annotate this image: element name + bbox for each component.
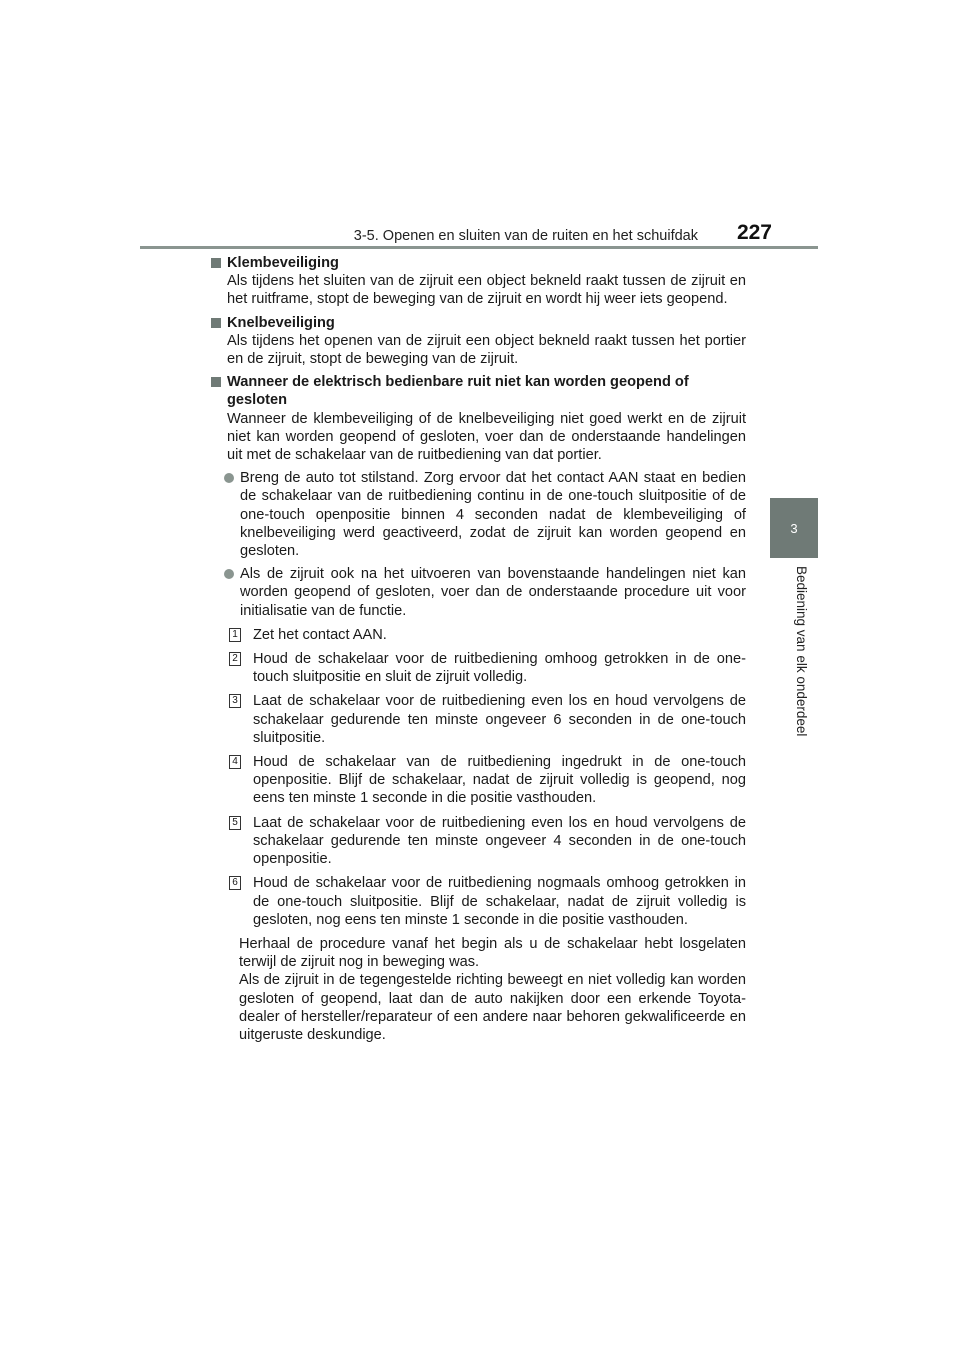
chapter-number: 3 <box>790 520 798 536</box>
section-text: Als tijdens het openen van de zijruit een object bekneld raakt tussen het portier en de zijruit, stopt de beweging van de zijruit. <box>227 332 746 368</box>
section-ruit-niet-werkend <box>211 373 746 1044</box>
bullet-item: Als de zijruit ook na het uitvoeren van bovenstaande handelingen niet kan worden geopend of gesloten, voer dan de onderstaande procedure uit voor initialisatie van de functie. <box>211 565 746 620</box>
section-heading: Wanneer de elektrisch bedienbare ruit niet kan worden geopend of gesloten <box>211 373 746 409</box>
page-header <box>140 212 818 249</box>
step-item <box>211 626 746 644</box>
step-text: Houd de schakelaar voor de ruitbediening omhoog getrokken in de one-touch sluitpositie en sluit de zijruit volledig. <box>253 651 746 686</box>
step-item <box>211 650 746 686</box>
closing-note <box>211 935 746 1044</box>
section-text: Wanneer de klembeveiliging of de knelbeveiliging niet goed werkt en de zijruit niet kan worden geopend of gesloten, voer dan de onderstaande handelingen uit met de schakelaar van de ruitbediening van dat portier. <box>227 410 746 464</box>
chapter-tab <box>770 498 818 558</box>
step-text: Laat de schakelaar voor de ruitbediening even los en houd vervolgens de schakelaar gedurende ten minste ongeveer 6 seconden in de one-touch sluitpositie. <box>253 693 746 746</box>
square-bullet-icon <box>211 377 221 387</box>
section-heading: Klembeveiliging <box>211 254 746 272</box>
page-number: 227 <box>736 221 772 244</box>
step-item <box>211 753 746 808</box>
step-number: 1 <box>229 628 241 642</box>
step-item <box>211 874 746 929</box>
section-title: 3-5. Openen en sluiten van de ruiten en het schuifdak <box>353 228 698 244</box>
closing-line-1: Herhaal de procedure vanaf het begin als u de schakelaar hebt losgelaten terwijl de zijruit nog in beweging was. <box>239 935 746 971</box>
round-bullet-icon <box>224 569 234 579</box>
step-number: 4 <box>229 755 241 769</box>
section-text: Als tijdens het sluiten van de zijruit een object bekneld raakt tussen de zijruit en het ruitframe, stopt de beweging van de zijruit en wordt hij weer iets geopend. <box>227 273 746 308</box>
step-text: Zet het contact AAN. <box>253 626 387 643</box>
bullet-item: Breng de auto tot stilstand. Zorg ervoor dat het contact AAN staat en bedien de schakelaar van de ruitbediening continu in de one-touch sluitpositie of de one-touch openpositie binnen 4 seconden nadat de klembeveiliging of knelbeveiliging werd geactiveerd, zodat de zijruit kan worden geopend en gesloten. <box>211 469 746 560</box>
step-item <box>211 814 746 869</box>
section-knelbeveiliging <box>211 314 746 369</box>
step-number: 6 <box>229 876 241 890</box>
step-text: Houd de schakelaar voor de ruitbediening nogmaals omhoog getrokken in de one-touch sluitpositie. Blijf de schakelaar, nadat de zijruit volledig is gesloten, nog eens ten minste 1 seconde in die positie vasthouden. <box>253 875 746 928</box>
step-item <box>211 692 746 747</box>
section-heading: Knelbeveiliging <box>211 314 746 332</box>
step-number: 5 <box>229 816 241 830</box>
square-bullet-icon <box>211 258 221 268</box>
square-bullet-icon <box>211 318 221 328</box>
step-number: 3 <box>229 694 241 708</box>
step-number: 2 <box>229 652 241 666</box>
page-content <box>211 254 746 1049</box>
round-bullet-icon <box>224 473 234 483</box>
step-text: Laat de schakelaar voor de ruitbediening even los en houd vervolgens de schakelaar gedurende ten minste ongeveer 4 seconden in de one-touch openpositie. <box>253 814 746 868</box>
step-text: Houd de schakelaar van de ruitbediening ingedrukt in de one-touch openpositie. Blijf de schakelaar, nadat de zijruit volledig is geopend, nog eens ten minste 1 seconde in die positie vasthouden. <box>253 754 746 807</box>
section-klembeveiliging <box>211 254 746 309</box>
chapter-label: Bediening van elk onderdeel <box>794 566 809 737</box>
closing-line-2: Als de zijruit in de tegengestelde richting beweegt en niet volledig kan worden gesloten of geopend, laat dan de auto nakijken door een erkende Toyota-dealer of hersteller/reparateur of een andere naar behoren gekwalificeerde en uitgeruste deskundige. <box>239 972 746 1043</box>
